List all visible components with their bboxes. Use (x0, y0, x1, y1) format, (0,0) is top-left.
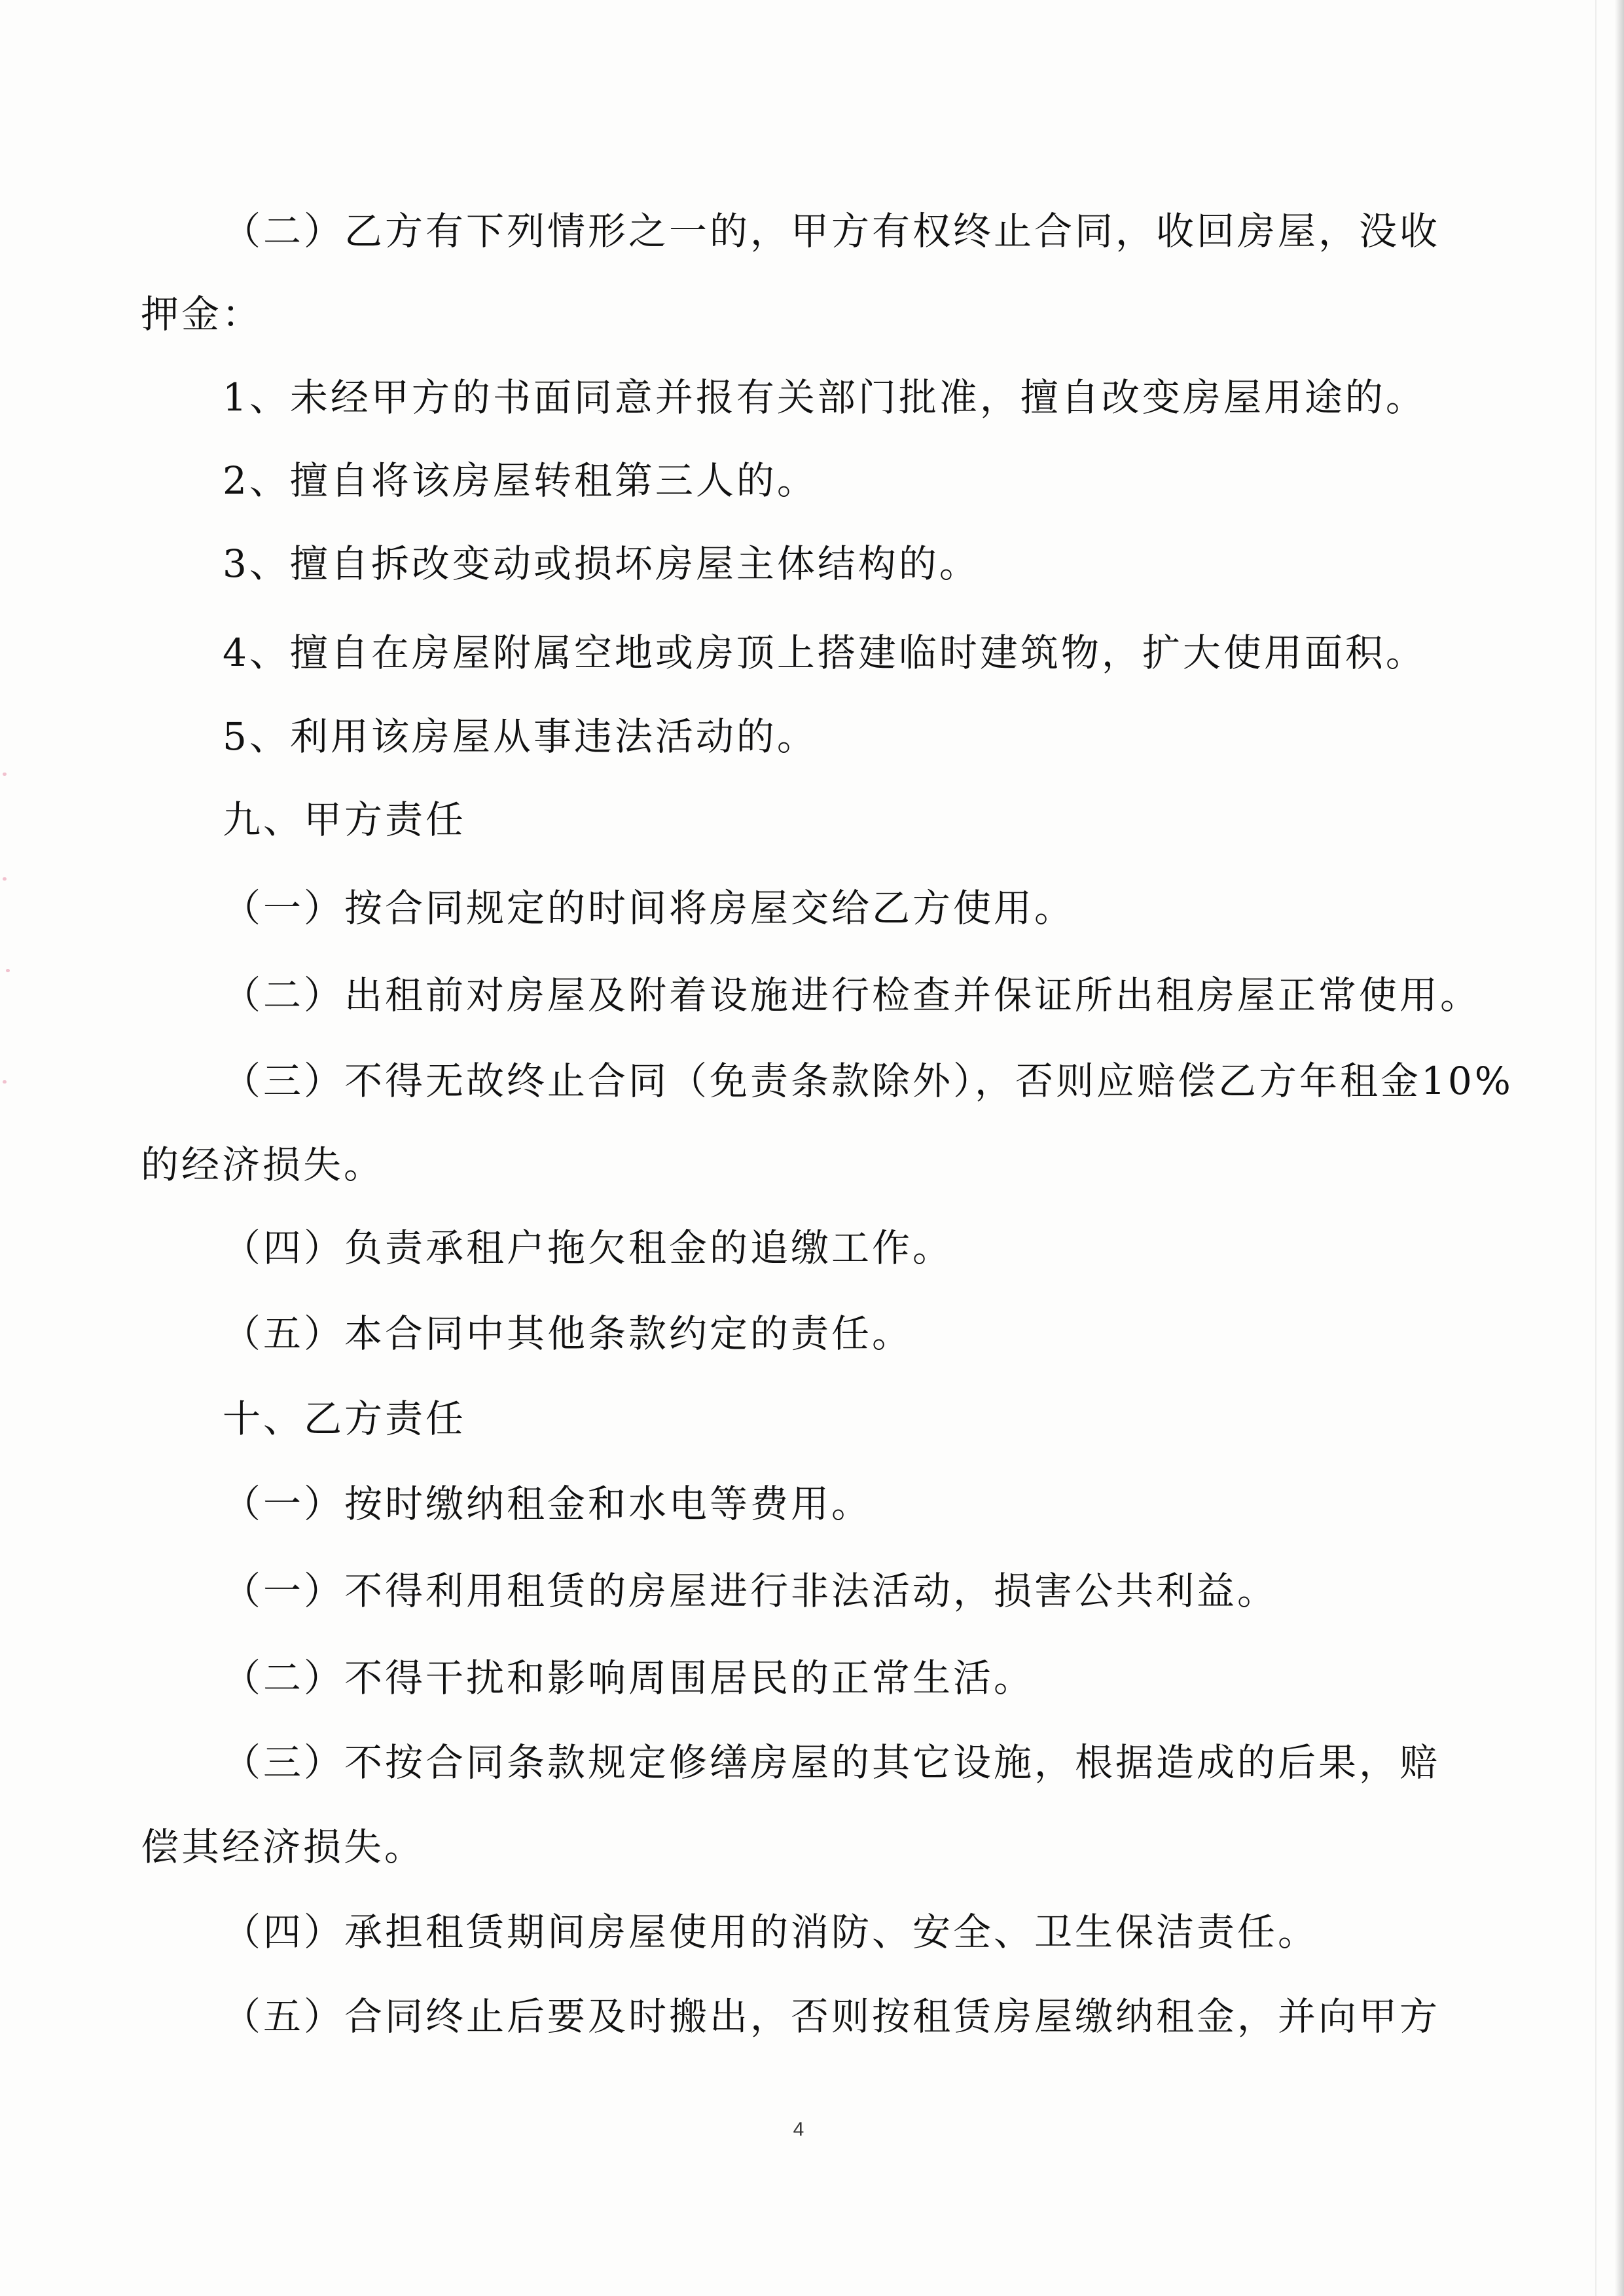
clause-8-2-item-5: 5、利用该房屋从事违法活动的。 (223, 714, 818, 759)
clause-10-1: （一）按时缴纳租金和水电等费用。 (223, 1482, 873, 1526)
clause-10-1b: （一）不得利用租赁的房屋进行非法活动，损害公共利益。 (223, 1569, 1278, 1613)
clause-10-5-line-1: （五）合同终止后要及时搬出，否则按租赁房屋缴纳租金，并向甲方 (223, 1994, 1441, 2039)
margin-stain-marks (0, 773, 20, 1113)
clause-9-4: （四）负责承租户拖欠租金的追缴工作。 (223, 1226, 954, 1270)
clause-10-4: （四）承担租赁期间房屋使用的消防、安全、卫生保洁责任。 (223, 1910, 1319, 1954)
clause-8-2-line-1: （二）乙方有下列情形之一的，甲方有权终止合同，收回房屋，没收 (223, 209, 1441, 253)
clause-9-5: （五）本合同中其他条款约定的责任。 (223, 1311, 913, 1356)
clause-8-2-item-4: 4、擅自在房屋附属空地或房顶上搭建临时建筑物，扩大使用面积。 (223, 630, 1426, 675)
clause-9-3-line-1: （三）不得无故终止合同（免责条款除外），否则应赔偿乙方年租金10% (223, 1059, 1513, 1103)
scan-edge-shadow (1615, 0, 1624, 2296)
section-9-heading: 九、甲方责任 (223, 797, 467, 842)
clause-8-2-line-2: 押金： (141, 292, 263, 337)
scan-edge-line (1595, 0, 1597, 2296)
clause-10-2: （二）不得干扰和影响周围居民的正常生活。 (223, 1656, 1035, 1700)
clause-10-3-line-1: （三）不按合同条款规定修缮房屋的其它设施，根据造成的后果，赔 (223, 1740, 1441, 1785)
clause-8-2-item-1: 1、未经甲方的书面同意并报有关部门批准，擅自改变房屋用途的。 (223, 375, 1426, 420)
clause-9-2: （二）出租前对房屋及附着设施进行检查并保证所出租房屋正常使用。 (223, 973, 1481, 1017)
clause-8-2-item-2: 2、擅自将该房屋转租第三人的。 (223, 458, 818, 503)
clause-8-2-item-3: 3、擅自拆改变动或损坏房屋主体结构的。 (223, 541, 980, 586)
clause-10-3-line-2: 偿其经济损失。 (141, 1825, 425, 1869)
section-10-heading: 十、乙方责任 (223, 1396, 467, 1441)
page-number: 4 (793, 2119, 804, 2140)
clause-9-1: （一）按合同规定的时间将房屋交给乙方使用。 (223, 886, 1075, 930)
clause-9-3-line-2: 的经济损失。 (141, 1142, 385, 1187)
